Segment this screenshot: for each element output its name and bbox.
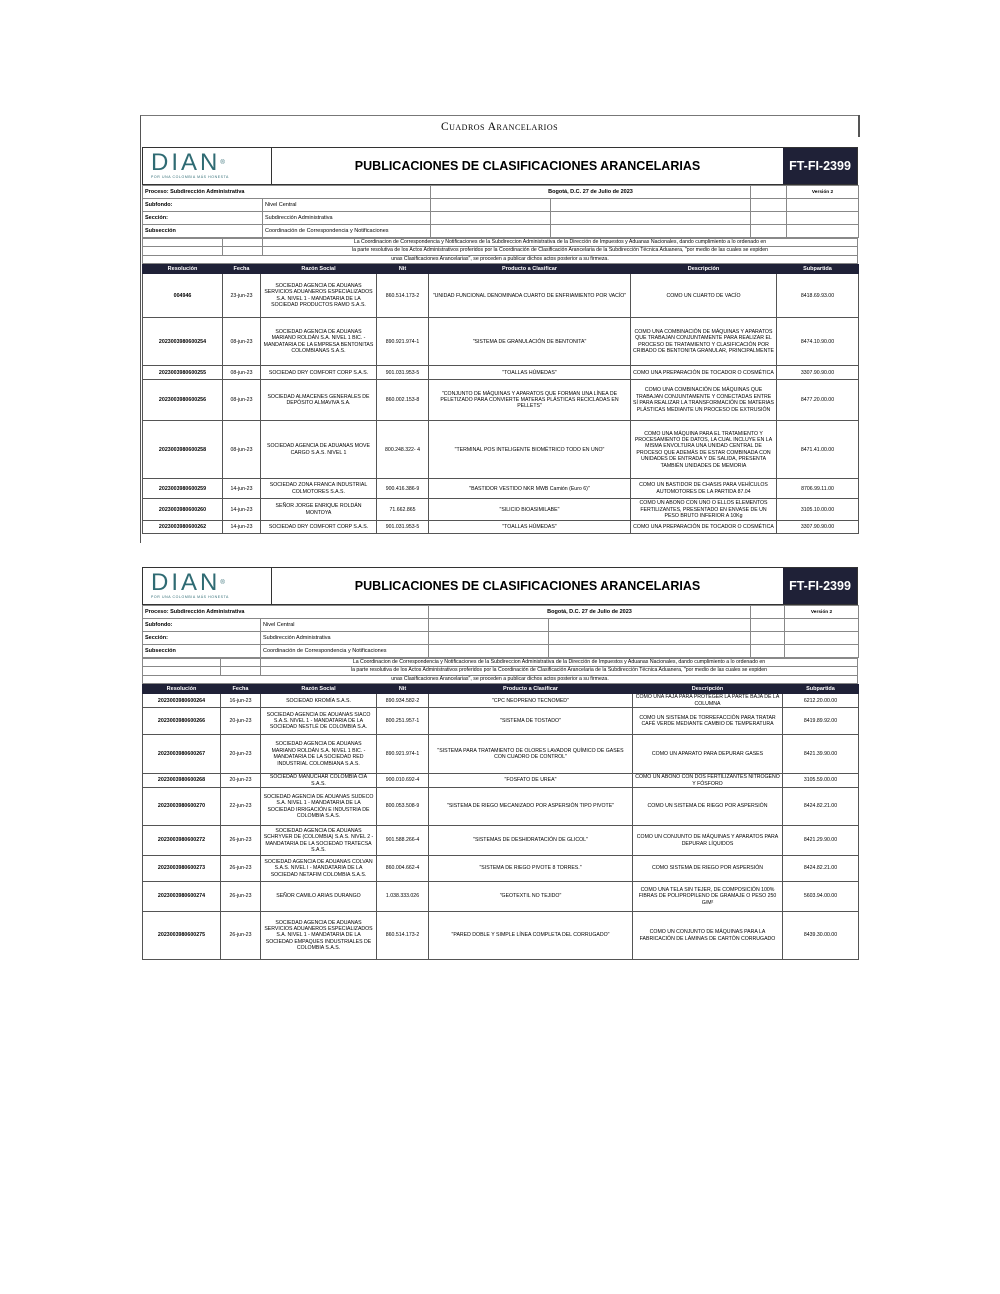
resolucion-cell: 2023003980600256 <box>143 380 223 421</box>
col-producto: Producto a Clasificar <box>429 265 631 274</box>
descripcion-cell: COMO UNA COMBINACIÓN DE MÁQUINAS QUE TRABAJAN CONJUNTAMENTE Y CONECTADAS ENTRE SÍ PARA REALIZAR LA TRANSFORMACIÓN DE MATERIAS PLÁSTICAS MEDIANTE UN PROCESO DE EXTRUSIÓN <box>631 380 777 421</box>
razon-social-cell: SEÑOR JORGE ENRIQUE ROLDÁN MONTOYA <box>261 499 377 521</box>
resolucion-cell: 2023003980600255 <box>143 366 223 380</box>
producto-cell: "SISTEMA PARA TRATAMIENTO DE OLORES LAVADOR QUÍMICO DE GASES CON CUADRO DE CONTROL" <box>429 735 633 774</box>
producto-cell: "SISTEMA DE RIEGO PIVOTE 8 TORRES." <box>429 856 633 882</box>
subpartida-cell: 8424.82.21.00 <box>783 788 859 826</box>
producto-cell: "CPC NEOPRENO TECNOMED" <box>429 694 633 708</box>
version-label: Versión 2 <box>785 606 859 619</box>
dian-logo: DIAN® POR UNA COLOMBIA MÁS HONESTA <box>143 148 272 184</box>
version-label: Versión 2 <box>787 186 859 199</box>
logo-text: DIAN <box>151 149 221 176</box>
producto-cell: "PARED DOBLE Y SIMPLE LÍNEA COMPLETA DEL CORRUGADO" <box>429 912 633 960</box>
subseccion-label: Subsección <box>143 225 263 238</box>
subpartida-cell: 5603.94.00.00 <box>783 882 859 912</box>
descripcion-cell: COMO UN APARATO PARA DEPURAR GASES <box>633 735 783 774</box>
fecha-cell: 08-jun-23 <box>223 318 261 366</box>
table-row <box>143 274 859 318</box>
table-row <box>143 735 859 774</box>
col-fecha: Fecha <box>223 265 261 274</box>
col-razon-social: Razón Social <box>261 685 377 694</box>
intro-text <box>142 658 858 684</box>
razon-social-cell: SOCIEDAD AGENCIA DE ADUANAS MARIANO ROLDÁN S.A. NIVEL 1 BIC. - MANDATARIA DE LA EMPRESA BENTONITAS COLOMBIANAS S.A.S. <box>261 318 377 366</box>
resolucion-cell: 2023003980600273 <box>143 856 221 882</box>
descripcion-cell: COMO UN ABONO CON DOS FERTILIZANTES NITRÓGENO Y FÓSFORO <box>633 774 783 788</box>
descripcion-cell: COMO SISTEMA DE RIEGO POR ASPERSIÓN <box>633 856 783 882</box>
form-code: FT-FI-2399 <box>783 148 857 184</box>
subfondo-label: Subfondo: <box>143 619 261 632</box>
col-producto: Producto a Clasificar <box>429 685 633 694</box>
table-row <box>143 694 859 708</box>
subpartida-cell: 3307.90.90.00 <box>777 521 859 534</box>
resolucion-cell: 2023003980600272 <box>143 826 221 856</box>
col-descripcion: Descripción <box>631 265 777 274</box>
nit-cell: 901.588.266-4 <box>377 826 429 856</box>
fecha-cell: 08-jun-23 <box>223 366 261 380</box>
table-row <box>143 479 859 499</box>
fecha-cell: 08-jun-23 <box>223 421 261 479</box>
table-row <box>143 774 859 788</box>
intro-line: La Coordinacion de Correspondencia y Notificaciones de la Subdireccion Administrativa de la Dirección de Impuestos y Aduanas Nacionales, dando cumplimiento a lo ordenado en <box>263 239 858 247</box>
nit-cell: 800.053.508-9 <box>377 788 429 826</box>
resolucion-cell: 2023003980600274 <box>143 882 221 912</box>
nit-cell: 1.038.333.026 <box>377 882 429 912</box>
descripcion-cell: COMO UNA COMBINACIÓN DE MÁQUINAS Y APARATOS QUE TRABAJAN CONJUNTAMENTE PARA REALIZAR EL PROCESO DE TRATAMIENTO Y CLASIFICACIÓN POR CRIBADO DE BENTONITA GRANULAR, PRINCIPALMENTE <box>631 318 777 366</box>
table-row <box>143 708 859 735</box>
subpartida-cell: 8474.10.90.00 <box>777 318 859 366</box>
seccion-label: Sección: <box>143 212 263 225</box>
table-row <box>143 856 859 882</box>
fecha-cell: 26-jun-23 <box>221 856 261 882</box>
subpartida-cell: 8419.89.92.00 <box>783 708 859 735</box>
fecha-cell: 14-jun-23 <box>223 499 261 521</box>
classification-table-2 <box>142 684 859 960</box>
table-row <box>143 318 859 366</box>
fecha-cell: 26-jun-23 <box>221 826 261 856</box>
producto-cell: "SISTEMA DE RIEGO MECANIZADO POR ASPERSIÓN TIPO PIVOTE" <box>429 788 633 826</box>
fecha-cell: 20-jun-23 <box>221 735 261 774</box>
resolucion-cell: 2023003980600262 <box>143 521 223 534</box>
table-row <box>143 788 859 826</box>
descripcion-cell: COMO UNA PREPARACIÓN DE TOCADOR O COSMÉTICA <box>631 521 777 534</box>
col-razon-social: Razón Social <box>261 265 377 274</box>
resolucion-cell: 2023003980600260 <box>143 499 223 521</box>
producto-cell: "TERMINAL POS INTELIGENTE BIOMÉTRICO TODO EN UNO" <box>429 421 631 479</box>
nit-cell: 860.002.153-8 <box>377 380 429 421</box>
razon-social-cell: SOCIEDAD AGENCIA DE ADUANAS SERVICIOS ADUANEROS ESPECIALIZADOS S.A. NIVEL 1 - MANDATARIA DE LA SOCIEDAD EMPAQUES INDUSTRIALES DE COLOMBIA S.A.S. <box>261 912 377 960</box>
resolucion-cell: 2023003980600254 <box>143 318 223 366</box>
intro-line: unas Clasificaciones Arancelarias", se proceden a publicar dichos actos posterior a su firmeza. <box>143 675 858 683</box>
meta-table <box>142 185 859 238</box>
subseccion-value: Coordinación de Correspondencia y Notificaciones <box>261 645 429 658</box>
razon-social-cell: SOCIEDAD KROMÍA S.A.S. <box>261 694 377 708</box>
intro-line: la parte resolutiva de los Actos Administrativos proferidos por la Coordinación de Clasificación Arancelaria de la Subdirección Técnica Aduanera, "por medio de las cuales se expiden <box>263 247 858 255</box>
col-nit: Nit <box>377 685 429 694</box>
document-title: Cuadros Arancelarios <box>440 121 559 133</box>
table-row <box>143 882 859 912</box>
resolucion-cell: 2023003980600264 <box>143 694 221 708</box>
fecha-cell: 26-jun-23 <box>221 882 261 912</box>
nit-cell: 800.248.322- 4 <box>377 421 429 479</box>
razon-social-cell: SOCIEDAD DRY COMFORT CORP S.A.S. <box>261 521 377 534</box>
subfondo-value: Nivel Central <box>263 199 431 212</box>
publication-title: PUBLICACIONES DE CLASIFICACIONES ARANCELARIAS <box>354 579 701 593</box>
logo-text: DIAN <box>151 569 221 596</box>
descripcion-cell: COMO UNA TELA SIN TEJER, DE COMPOSICIÓN 100% FIBRAS DE POLIPROPILENO DE GRAMAJE O PESO 250 G/M² <box>633 882 783 912</box>
table-row <box>143 521 859 534</box>
nit-cell: 860.004.662-4 <box>377 856 429 882</box>
subpartida-cell: 8421.39.90.00 <box>783 735 859 774</box>
subseccion-label: Subsección <box>143 645 261 658</box>
fecha-cell: 20-jun-23 <box>221 774 261 788</box>
date-label: Bogotá, D.C. 27 de Julio de 2023 <box>429 606 751 619</box>
subpartida-cell: 8471.41.00.00 <box>777 421 859 479</box>
razon-social-cell: SOCIEDAD ALMACENES GENERALES DE DEPÓSITO ALMAVIVA S.A. <box>261 380 377 421</box>
process-label: Proceso: Subdirección Administrativa <box>143 186 431 199</box>
descripcion-cell: COMO UN ABONO CON UNO O ELLOS ELEMENTOS FERTILIZANTES, PRESENTADO EN ENVASE DE UN PESO BRUTO INFERIOR A 10Kg <box>631 499 777 521</box>
razon-social-cell: SEÑOR CAMILO ARIAS DURANGO <box>261 882 377 912</box>
razon-social-cell: SOCIEDAD ZONA FRANCA INDUSTRIAL COLMOTORES S.A.S. <box>261 479 377 499</box>
descripcion-cell: COMO UNA PREPARACIÓN DE TOCADOR O COSMÉTICA <box>631 366 777 380</box>
resolucion-cell: 2023003980600275 <box>143 912 221 960</box>
nit-cell: 71.662.865 <box>377 499 429 521</box>
table-row <box>143 499 859 521</box>
fecha-cell: 20-jun-23 <box>221 708 261 735</box>
resolucion-cell: 2023003980600267 <box>143 735 221 774</box>
razon-social-cell: SOCIEDAD AGENCIA DE ADUANAS MARIANO ROLDÁN S.A. NIVEL 1 BIC. - MANDATARIA DE LA SOCIEDAD RED INDUSTRIAL COLOMBIANA S.A.S. <box>261 735 377 774</box>
fecha-cell: 14-jun-23 <box>223 521 261 534</box>
dian-logo: DIAN® POR UNA COLOMBIA MÁS HONESTA <box>143 568 272 604</box>
producto-cell: "GEOTEXTIL NO TEJIDO" <box>429 882 633 912</box>
producto-cell: "TOALLAS HÚMEDAS" <box>429 366 631 380</box>
nit-cell: 800.251.957-1 <box>377 708 429 735</box>
fecha-cell: 22-jun-23 <box>221 788 261 826</box>
fecha-cell: 26-jun-23 <box>221 912 261 960</box>
nit-cell: 901.031.953-5 <box>377 366 429 380</box>
razon-social-cell: SOCIEDAD MANUCHAR COLOMBIA CÍA S.A.S. <box>261 774 377 788</box>
logo-tagline: POR UNA COLOMBIA MÁS HONESTA <box>151 175 229 179</box>
producto-cell: "TOALLAS HÚMEDAS" <box>429 521 631 534</box>
descripcion-cell: COMO UN SISTEMA DE RIEGO POR ASPERSIÓN <box>633 788 783 826</box>
col-fecha: Fecha <box>221 685 261 694</box>
razon-social-cell: SOCIEDAD AGENCIA DE ADUANAS SERVICIOS ADUANEROS ESPECIALIZADOS S.A. NIVEL 1 - MANDATARIA DE LA SOCIEDAD PRODUCTOS RAMO S.A.S. <box>261 274 377 318</box>
col-resolucion: Resolución <box>143 265 223 274</box>
nit-cell: 900.416.386-9 <box>377 479 429 499</box>
producto-cell: "UNIDAD FUNCIONAL DENOMINADA CUARTO DE ENFRIAMIENTO POR VACÍO" <box>429 274 631 318</box>
razon-social-cell: SOCIEDAD AGENCIA DE ADUANAS SUDECO S.A. NIVEL 1 - MANDATARIA DE LA SOCIEDAD IRRIGACIÓN E INDUSTRIA DE COLOMBIA S.A.S. <box>261 788 377 826</box>
date-label: Bogotá, D.C. 27 de Julio de 2023 <box>431 186 751 199</box>
resolucion-cell: 2023003980600259 <box>143 479 223 499</box>
producto-cell: "SISTEMA DE TOSTADO" <box>429 708 633 735</box>
producto-cell: "SISTEMA DE GRANULACIÓN DE BENTONITA" <box>429 318 631 366</box>
intro-line: unas Clasificaciones Arancelarias", se proceden a publicar dichos actos posterior a su firmeza. <box>143 255 858 263</box>
intro-line: La Coordinacion de Correspondencia y Notificaciones de la Subdireccion Administrativa de la Dirección de Impuestos y Aduanas Nacionales, dando cumplimiento a lo ordenado en <box>261 659 858 667</box>
classification-table-1 <box>142 264 859 534</box>
publication-block-1 <box>142 147 858 534</box>
table-row <box>143 366 859 380</box>
intro-text <box>142 238 858 264</box>
nit-cell: 901.031.953-5 <box>377 521 429 534</box>
table-row <box>143 912 859 960</box>
nit-cell: 890.921.974-1 <box>377 318 429 366</box>
subpartida-cell: 6212.20.00.00 <box>783 694 859 708</box>
descripcion-cell: COMO UN SISTEMA DE TORREFACCIÓN PARA TRATAR CAFÉ VERDE MEDIANTE CAMBIO DE TEMPERATURA <box>633 708 783 735</box>
logo-tagline: POR UNA COLOMBIA MÁS HONESTA <box>151 595 229 599</box>
resolucion-cell: 2023003980600270 <box>143 788 221 826</box>
block-header <box>142 147 858 185</box>
meta-table <box>142 605 859 658</box>
descripcion-cell: COMO UNA FAJA PARA PROTEGER LA PARTE BAJA DE LA COLUMNA <box>633 694 783 708</box>
frame-edge <box>858 115 860 137</box>
descripcion-cell: COMO UN CONJUNTO DE MÁQUINAS Y APARATOS PARA DEPURAR LÍQUIDOS <box>633 826 783 856</box>
subpartida-cell: 3307.90.90.00 <box>777 366 859 380</box>
table-row <box>143 421 859 479</box>
col-subpartida: Subpartida <box>783 685 859 694</box>
resolucion-cell: 2023003980600258 <box>143 421 223 479</box>
descripcion-cell: COMO UN CONJUNTO DE MÁQUINAS PARA LA FABRICACIÓN DE LÁMINAS DE CARTÓN CORRUGADO <box>633 912 783 960</box>
nit-cell: 900.010.692-4 <box>377 774 429 788</box>
subpartida-cell: 8439.30.00.00 <box>783 912 859 960</box>
subpartida-cell: 8477.20.00.00 <box>777 380 859 421</box>
subpartida-cell: 3105.59.00.00 <box>783 774 859 788</box>
razon-social-cell: SOCIEDAD AGENCIA DE ADUANAS COLVAN S.A.S. NIVEL I - MANDATARIA DE LA SOCIEDAD NETAFIM COLOMBIA S.A.S. <box>261 856 377 882</box>
producto-cell: "BASTIDOR VESTIDO NKR MWB Camión (Euro 6)" <box>429 479 631 499</box>
seccion-label: Sección: <box>143 632 261 645</box>
col-subpartida: Subpartida <box>777 265 859 274</box>
publication-title: PUBLICACIONES DE CLASIFICACIONES ARANCELARIAS <box>354 159 701 173</box>
seccion-value: Subdirección Administrativa <box>263 212 431 225</box>
razon-social-cell: SOCIEDAD AGENCIA DE ADUANAS SCHRYVER DE (COLOMBIA) S.A.S. NIVEL 2 - MANDATARIA DE LA SOCIEDAD TRATECSA S.A.S. <box>261 826 377 856</box>
producto-cell: "SISTEMAS DE DESHIDRATACIÓN DE GLICOL" <box>429 826 633 856</box>
producto-cell: "SILICIO BIOASIMILABE" <box>429 499 631 521</box>
razon-social-cell: SOCIEDAD DRY COMFORT CORP S.A.S. <box>261 366 377 380</box>
subseccion-value: Coordinación de Correspondencia y Notificaciones <box>263 225 431 238</box>
col-nit: Nit <box>377 265 429 274</box>
subfondo-label: Subfondo: <box>143 199 263 212</box>
nit-cell: 860.514.173-2 <box>377 274 429 318</box>
col-descripcion: Descripción <box>633 685 783 694</box>
publication-block-2 <box>142 567 858 960</box>
table-row <box>143 380 859 421</box>
subfondo-value: Nivel Central <box>261 619 429 632</box>
resolucion-cell: 2023003980600266 <box>143 708 221 735</box>
seccion-value: Subdirección Administrativa <box>261 632 429 645</box>
razon-social-cell: SOCIEDAD AGENCIA DE ADUANAS SIACO S.A.S. NIVEL 1 - MANDATARIA DE LA SOCIEDAD NESTLÉ DE COLOMBIA S.A. <box>261 708 377 735</box>
subpartida-cell: 8418.69.93.00 <box>777 274 859 318</box>
nit-cell: 860.514.173-2 <box>377 912 429 960</box>
fecha-cell: 08-jun-23 <box>223 380 261 421</box>
fecha-cell: 14-jun-23 <box>223 479 261 499</box>
subpartida-cell: 3105.10.00.00 <box>777 499 859 521</box>
descripcion-cell: COMO UN CUARTO DE VACÍO <box>631 274 777 318</box>
subpartida-cell: 8424.82.21.00 <box>783 856 859 882</box>
nit-cell: 890.934.582-2 <box>377 694 429 708</box>
nit-cell: 890.921.974-1 <box>377 735 429 774</box>
resolucion-cell: 2023003980600268 <box>143 774 221 788</box>
fecha-cell: 16-jun-23 <box>221 694 261 708</box>
form-code: FT-FI-2399 <box>783 568 857 604</box>
descripcion-cell: COMO UNA MÁQUINA PARA EL TRATAMIENTO Y PROCESAMIENTO DE DATOS, LA CUAL INCLUYE EN LA MISMA ENVOLTURA UNA UNIDAD CENTRAL DE PROCESO QUE ADEMÁS DE ESTAR COMBINADA CON UNIDADES DE ENTRADA Y DE SALIDA, PRESENTA TAMBIÉN UNIDADES DE MEMORIA <box>631 421 777 479</box>
producto-cell: "FOSFATO DE UREA" <box>429 774 633 788</box>
descripcion-cell: COMO UN BASTIDOR DE CHASIS PARA VEHÍCULOS AUTOMOTORES DE LA PARTIDA 87.04 <box>631 479 777 499</box>
process-label: Proceso: Subdirección Administrativa <box>143 606 429 619</box>
subpartida-cell: 8421.29.90.00 <box>783 826 859 856</box>
producto-cell: "CONJUNTO DE MÁQUINAS Y APARATOS QUE FORMAN UNA LÍNEA DE PELETIZADO PARA CONVIERTE MATERAS PLÁSTICAS RECICLADAS EN PELLETS" <box>429 380 631 421</box>
col-resolucion: Resolución <box>143 685 221 694</box>
table-row <box>143 826 859 856</box>
razon-social-cell: SOCIEDAD AGENCIA DE ADUANAS MOVE CARGO S.A.S. NIVEL 1 <box>261 421 377 479</box>
block-header <box>142 567 858 605</box>
subpartida-cell: 8706.99.11.00 <box>777 479 859 499</box>
fecha-cell: 23-jun-23 <box>223 274 261 318</box>
resolucion-cell: 004946 <box>143 274 223 318</box>
intro-line: la parte resolutiva de los Actos Administrativos proferidos por la Coordinación de Clasificación Arancelaria de la Subdirección Técnica Aduanera, "por medio de las cuales se expiden <box>261 667 858 675</box>
